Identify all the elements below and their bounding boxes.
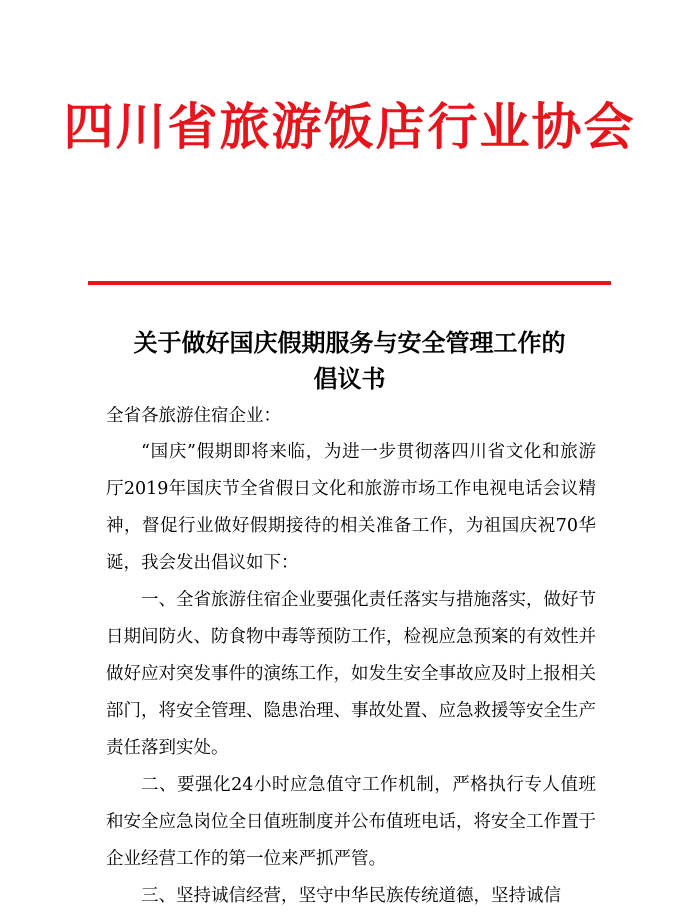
letterhead-organization: 四川省旅游饭店行业协会 [63, 98, 636, 156]
document-title-line-2: 倡议书 [313, 365, 386, 393]
paragraph-intro: “国庆”假期即将来临，为进一步贯彻落四川省文化和旅游厅2019年国庆节全省假日文化和旅游市场工作电视电话会议精神，督促行业做好假期接待的相关准备工作，为祖国庆祝70华诞，我会发出倡议如下： [106, 442, 596, 573]
letterhead-divider [88, 281, 611, 285]
salutation: 全省各旅游住宿企业： [106, 406, 281, 426]
paragraph-item-2: 二、要强化24小时应急值守工作机制，严格执行专人值班和安全应急岗位全日值班制度并公布值班电话，将安全工作置于企业经营工作的第一位来严抓严管。 [106, 775, 596, 869]
document-body [106, 434, 596, 915]
paragraph-item-3: 三、坚持诚信经营，坚守中华民族传统道德，坚持诚信 [141, 886, 561, 906]
paragraph-item-1: 一、全省旅游住宿企业要强化责任落实与措施落实，做好节日期间防火、防食物中毒等预防工作，检视应急预案的有效性并做好应对突发事件的演练工作，如发生安全事故应及时上报相关部门，将安全管理、隐患治理、事故处置、应急救援等安全生产责任落到实处。 [106, 590, 596, 758]
document-title-line-1: 关于做好国庆假期服务与安全管理工作的 [133, 329, 566, 357]
